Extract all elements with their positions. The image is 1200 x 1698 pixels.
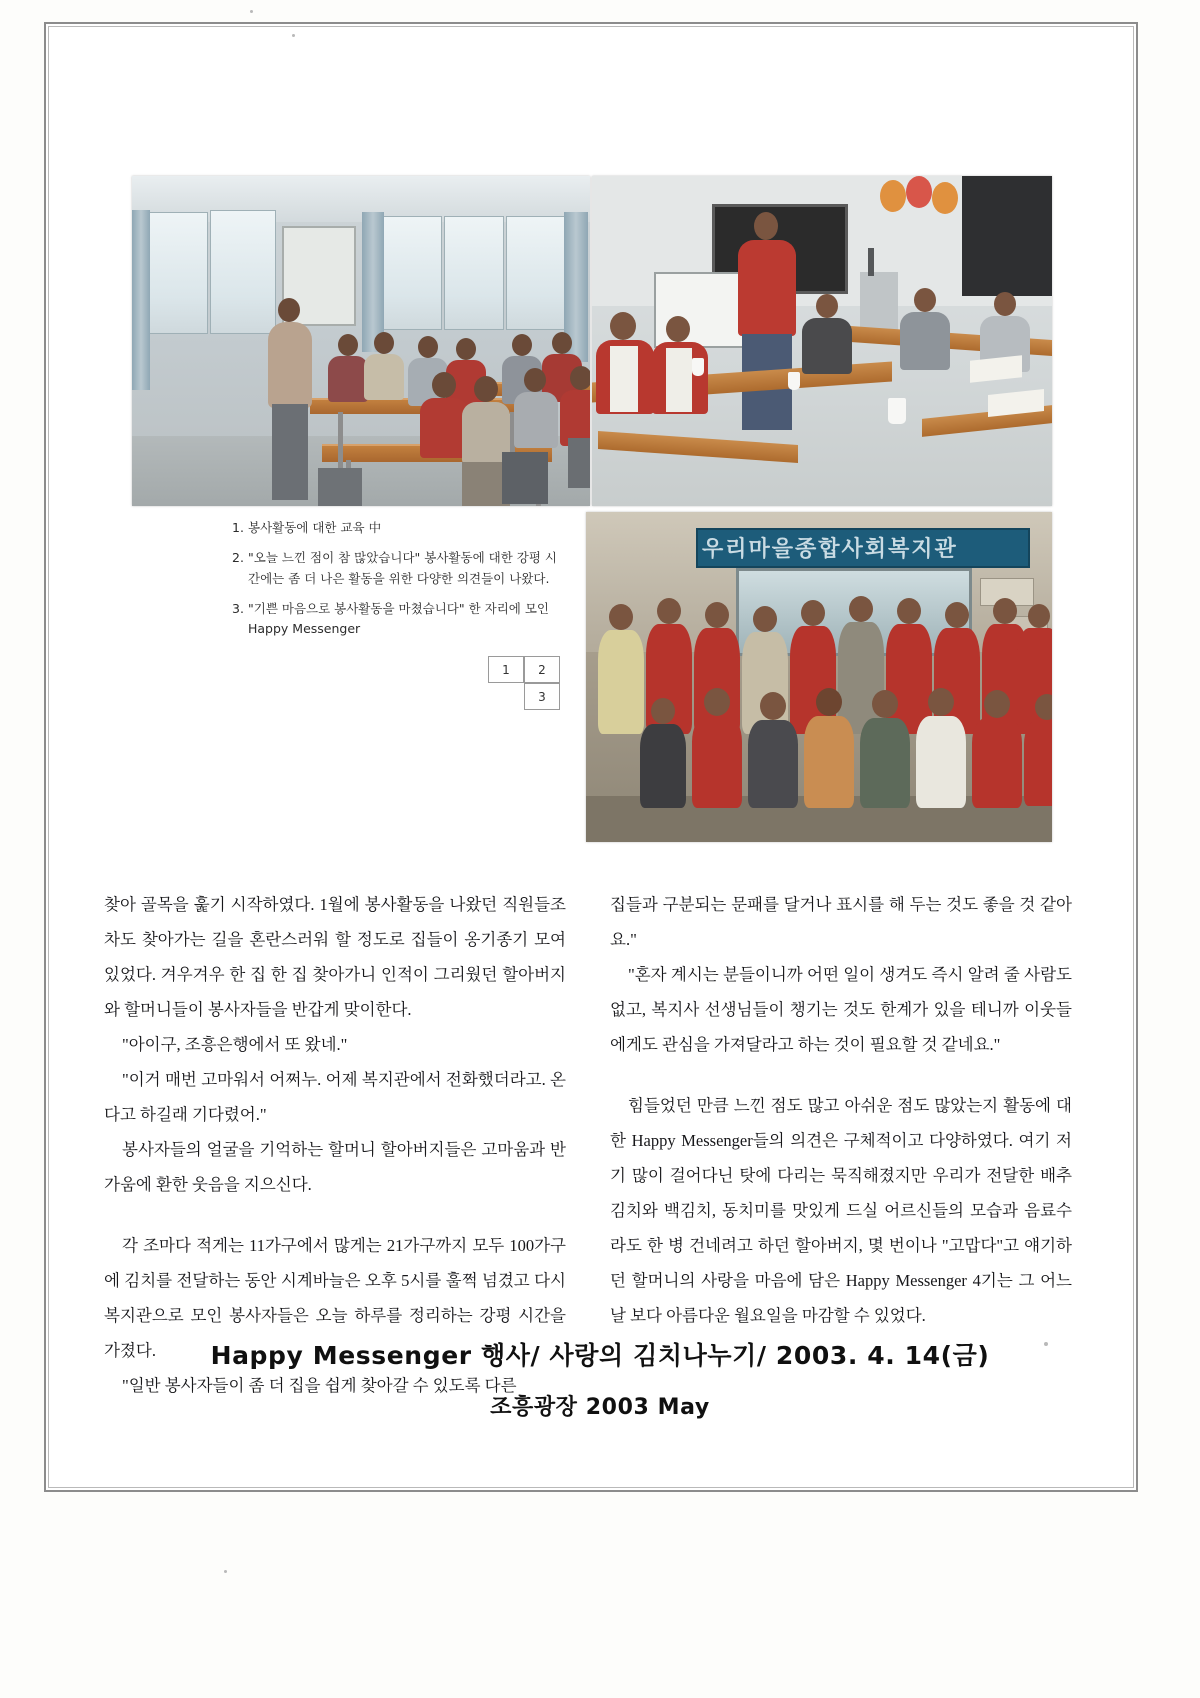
caption-item bbox=[232, 518, 562, 538]
caption-number: 3. bbox=[232, 600, 244, 616]
debriefing-meeting-photo bbox=[592, 176, 1052, 506]
key-cell-3: 3 bbox=[524, 683, 560, 710]
scan-speck bbox=[292, 34, 295, 37]
paragraph: "일반 봉사자들이 좀 더 집을 쉽게 찾아갈 수 있도록 다른 bbox=[122, 1375, 517, 1395]
caption-item bbox=[232, 548, 562, 589]
key-cell-1: 1 bbox=[488, 656, 524, 683]
classroom-education-photo bbox=[132, 176, 590, 506]
paragraph: "아이구, 조흥은행에서 또 왔네." bbox=[122, 1034, 348, 1054]
article-column-left bbox=[104, 888, 566, 1404]
photo-caption-list bbox=[232, 518, 562, 649]
caption-text-main: "기쁜 마음으로 봉사활동을 마쳤습니다" 한 자리에 모인 bbox=[248, 600, 549, 616]
caption-text: "오늘 느낀 점이 참 많았습니다" 봉사활동에 대한 강평 시간에는 좀 더 나은 활동을 위한 다양한 의견들이 나왔다. bbox=[248, 550, 557, 586]
paragraph: "혼자 계시는 분들이니까 어떤 일이 생겨도 즉시 알려 줄 사람도 없고, 복지사 선생님들이 챙기는 것도 한계가 있을 테니까 이웃들에게도 관심을 가져달라고 하는 것이 필요할 것 같네요." bbox=[610, 964, 1072, 1054]
paragraph: 찾아 골목을 훑기 시작하였다. 1월에 봉사활동을 나왔던 직원들조차도 찾아가는 길을 혼란스러워 할 정도로 집들이 옹기종기 모여있었다. 겨우겨우 한 집 한 집 찾아가니 인적이 그리웠던 할아버지와 할머니들이 봉사자들을 반갑게 맞이한다. bbox=[104, 895, 566, 1019]
scan-speck bbox=[250, 10, 253, 13]
footer-title-line: Happy Messenger 행사/ 사랑의 김치나누기/ 2003. 4. 14(금) bbox=[210, 1341, 990, 1370]
paragraph: 각 조마다 적게는 11가구에서 많게는 21가구까지 모두 100가구에 김치를 전달하는 동안 시계바늘은 오후 5시를 훌쩍 넘겼고 다시 복지관으로 모인 봉사자들은 오늘 하루를 정리하는 강평 시간을 가졌다. bbox=[104, 1235, 566, 1360]
key-cell-2: 2 bbox=[524, 656, 560, 683]
scan-speck bbox=[1044, 1342, 1048, 1346]
article-footer bbox=[0, 1336, 1200, 1421]
caption-number: 1. bbox=[232, 520, 244, 535]
caption-text: 봉사활동에 대한 교육 中 bbox=[248, 520, 382, 535]
paragraph: 집들과 구분되는 문패를 달거나 표시를 해 두는 것도 좋을 것 같아요." bbox=[610, 895, 1072, 949]
welfare-center-sign-text: 우리마을종합사회복지관 bbox=[702, 537, 958, 560]
photo-layout-key bbox=[488, 656, 562, 712]
article-column-right bbox=[610, 888, 1072, 1334]
caption-text bbox=[248, 599, 562, 640]
caption-item bbox=[232, 599, 562, 640]
footer-publication-line: 조흥광장 2003 May bbox=[490, 1395, 710, 1420]
caption-text-sub: Happy Messenger bbox=[248, 621, 361, 636]
paragraph: 봉사자들의 얼굴을 기억하는 할머니 할아버지들은 고마움과 반가움에 환한 웃음을 지으신다. bbox=[104, 1139, 566, 1194]
group-photo bbox=[586, 512, 1052, 842]
caption-number: 2. bbox=[232, 550, 244, 566]
paragraph: 힘들었던 만큼 느낀 점도 많고 아쉬운 점도 많았는지 활동에 대한 Happy Messenger들의 의견은 구체적이고 다양하였다. 여기 저기 많이 걸어다닌 탓에 다리는 묵직해졌지만 우리가 전달한 배추김치와 백김치, 동치미를 맛있게 드실 어르신들의 모습과 음료수라도 한 병 건네려고 하던 할아버지, 몇 번이나 "고맙다"고 얘기하던 할머니의 사랑을 마음에 담은 Happy Messenger 4기는 그 어느 날 보다 아름다운 월요일을 마감할 수 있었다. bbox=[610, 1095, 1072, 1325]
paragraph: "이거 매번 고마워서 어쩌누. 어제 복지관에서 전화했더라고. 온다고 하길래 기다렸어." bbox=[104, 1069, 566, 1124]
scan-speck bbox=[224, 1570, 227, 1573]
